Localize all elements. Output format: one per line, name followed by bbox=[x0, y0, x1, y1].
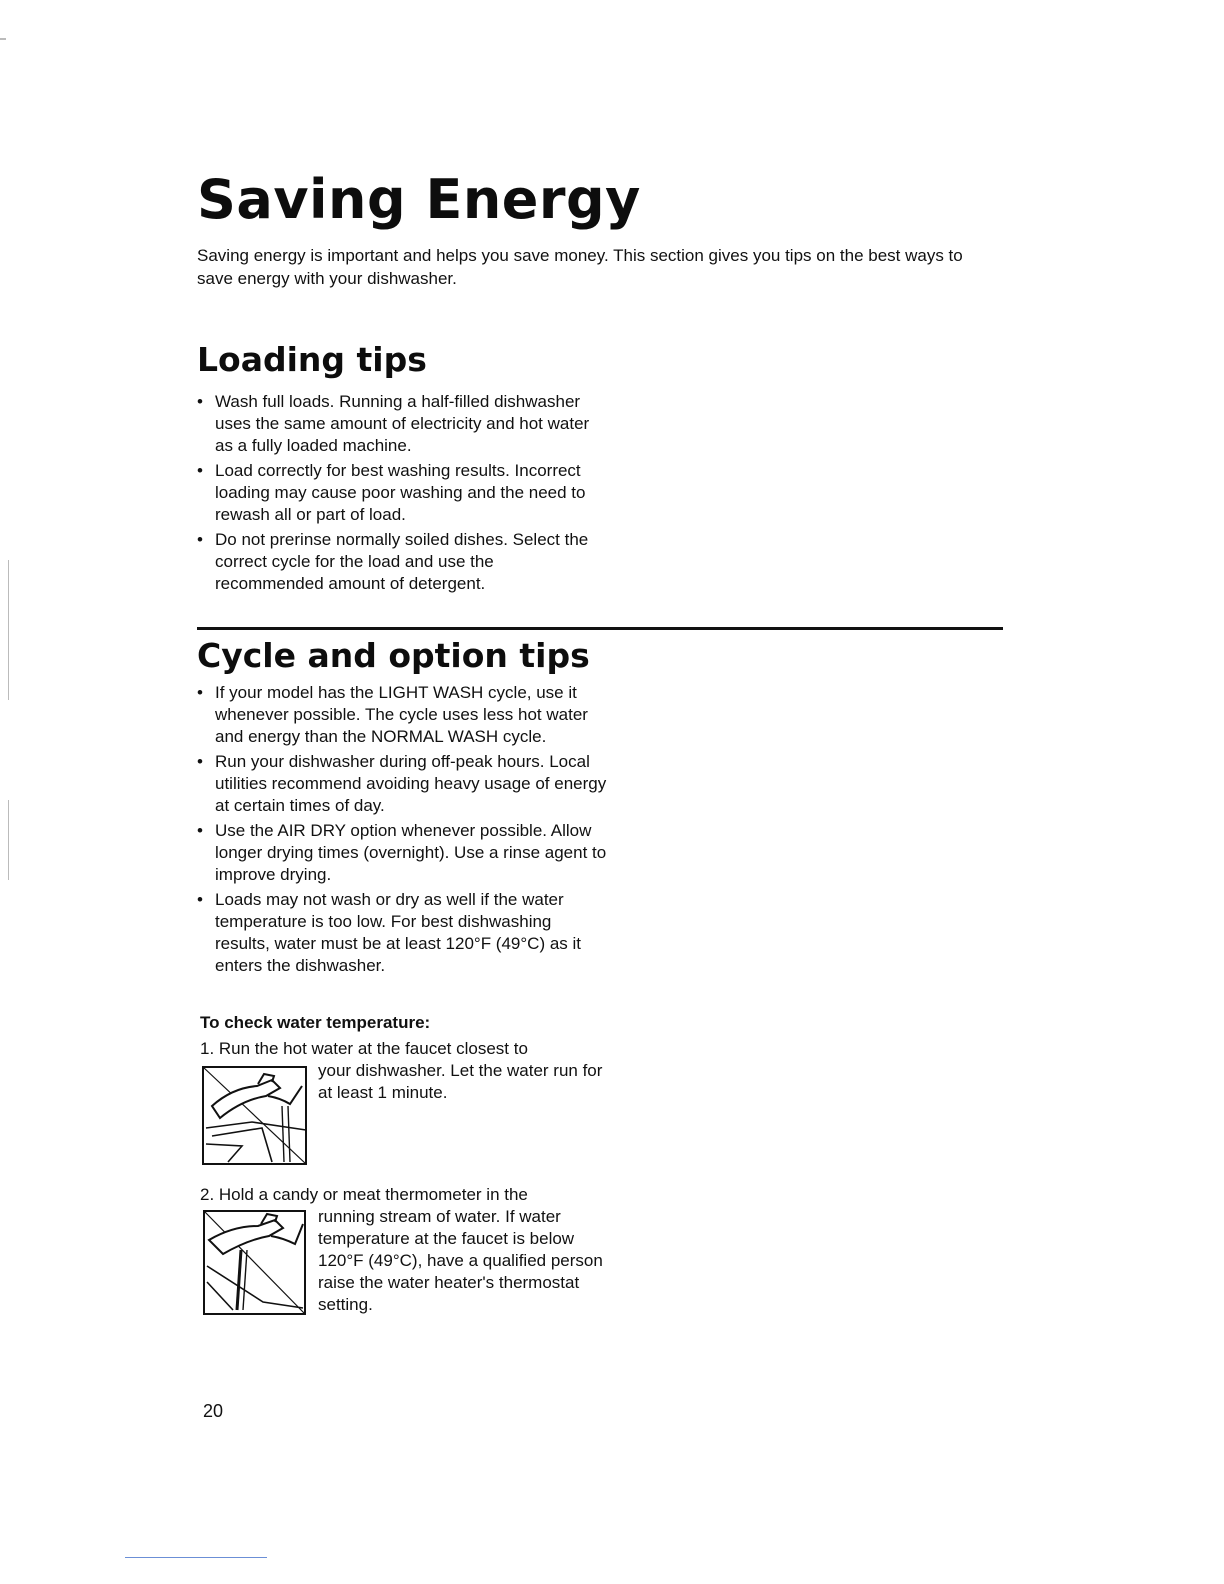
bullet: • bbox=[197, 683, 203, 702]
bullet: • bbox=[197, 461, 203, 480]
thermometer-in-stream-icon bbox=[203, 1210, 307, 1316]
bullet: • bbox=[197, 821, 203, 840]
list-item bbox=[197, 682, 607, 748]
thermometer-in-stream-icon bbox=[203, 1210, 307, 1321]
list-item bbox=[197, 889, 607, 977]
faucet-running-icon bbox=[202, 1066, 308, 1166]
loading-tip-text: Load correctly for best washing results. Incorrect loading may cause poor washing and the need to rewash all or part of load. bbox=[215, 461, 586, 524]
bullet: • bbox=[197, 530, 203, 549]
scan-mark bbox=[8, 560, 9, 700]
scan-mark bbox=[8, 800, 9, 880]
list-item bbox=[197, 391, 607, 457]
scan-edge-line bbox=[125, 1557, 267, 1558]
cycle-tips-heading: Cycle and option tips bbox=[197, 636, 590, 675]
bullet: • bbox=[197, 752, 203, 771]
cycle-tip-text: Use the AIR DRY option whenever possible. Allow longer drying times (overnight). Use a rinse agent to improve drying. bbox=[215, 821, 607, 884]
page-title: Saving Energy bbox=[197, 168, 641, 231]
step-2-lead: 2. Hold a candy or meat thermometer in the bbox=[200, 1185, 528, 1204]
cycle-tip-text: Loads may not wash or dry as well if the water temperature is too low. For best dishwashing results, water must be at least 120°F (49°C) as it enters the dishwasher. bbox=[215, 890, 582, 975]
cycle-tip-text: Run your dishwasher during off-peak hours. Local utilities recommend avoiding heavy usage of energy at certain times of day. bbox=[215, 752, 607, 815]
loading-tip-text: Wash full loads. Running a half-filled dishwasher uses the same amount of electricity and hot water as a fully loaded machine. bbox=[215, 392, 590, 455]
faucet-running-icon bbox=[202, 1066, 308, 1171]
loading-tips-list bbox=[197, 391, 607, 598]
list-item bbox=[197, 751, 607, 817]
intro-paragraph: Saving energy is important and helps you save money. This section gives you tips on the best ways to save energy with your dishwasher. bbox=[197, 246, 963, 288]
list-item bbox=[197, 529, 607, 595]
list-item bbox=[197, 460, 607, 526]
check-temperature-heading: To check water temperature: bbox=[200, 1013, 431, 1032]
bullet: • bbox=[197, 392, 203, 411]
section-divider bbox=[197, 627, 1003, 630]
loading-tip-text: Do not prerinse normally soiled dishes. Select the correct cycle for the load and use the recommended amount of detergent. bbox=[215, 530, 589, 593]
loading-tips-heading: Loading tips bbox=[197, 340, 427, 379]
cycle-tip-text: If your model has the LIGHT WASH cycle, use it whenever possible. The cycle uses less hot water and energy than the NORMAL WASH cycle. bbox=[215, 683, 588, 746]
cycle-tips-list bbox=[197, 682, 607, 980]
step-1-text: your dishwasher. Let the water run for at least 1 minute. bbox=[318, 1061, 603, 1102]
step-1-lead: 1. Run the hot water at the faucet closest to bbox=[200, 1039, 528, 1058]
scan-mark bbox=[0, 38, 6, 40]
page-number: 20 bbox=[203, 1401, 224, 1421]
list-item bbox=[197, 820, 607, 886]
step-2-text: running stream of water. If water temperature at the faucet is below 120°F (49°C), have a qualified person raise the water heater's thermostat setting. bbox=[318, 1207, 603, 1314]
bullet: • bbox=[197, 890, 203, 909]
